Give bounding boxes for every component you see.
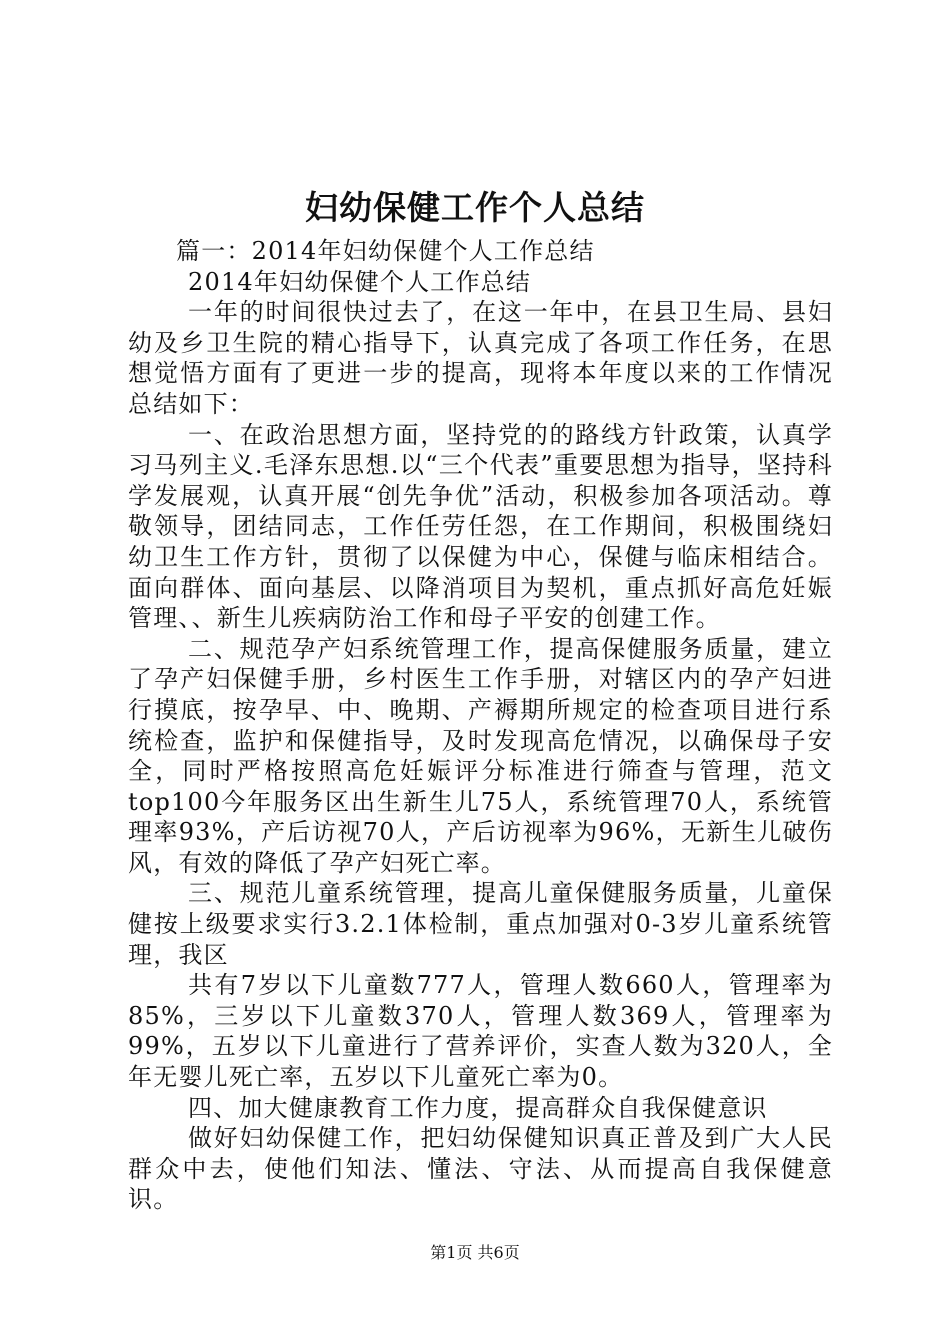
paragraph-health-education-heading: 四、加大健康教育工作力度，提高群众自我保健意识: [188, 1093, 768, 1122]
paragraph-political: 一、在政治思想方面，坚持党的的路线方针政策，认真学习马列主义.毛泽东思想.以“三个代表”重要思想为指导，坚持科学发展观，认真开展“创先争优”活动，积极参加各项活动。尊敬领导，团结同志，工作任劳任怨，在工作期间，积极围绕妇幼卫生工作方针，贯彻了以保健为中心，保健与临床相结合。面向群体、面向基层、以降消项目为契机，重点抓好高危妊娠管理、、新生儿疾病防治工作和母子平安的创建工作。: [128, 420, 833, 633]
page-number: 第1页 共6页: [430, 1243, 520, 1262]
paragraph-maternal: 二、规范孕产妇系统管理工作，提高保健服务质量，建立了孕产妇保健手册，乡村医生工作手册，对辖区内的孕产妇进行摸底，按孕早、中、晚期、产褥期所规定的检查项目进行系统检查，监护和保健指导，及时发现高危情况，以确保母子安全，同时严格按照高危妊娠评分标准进行筛查与管理，范文top100今年服务区出生新生儿75人，系统管理70人，系统管理率93%，产后访视70人，产后访视率为96%，无新生儿破伤风，有效的降低了孕产妇死亡率。: [128, 634, 833, 877]
paragraph-intro: 一年的时间很快过去了，在这一年中，在县卫生局、县妇幼及乡卫生院的精心指导下，认真完成了各项工作任务，在思想觉悟方面有了更进一步的提高，现将本年度以来的工作情况总结如下：: [128, 298, 833, 418]
document-body: [128, 236, 833, 1215]
document-title: 妇幼保健工作个人总结: [305, 188, 645, 227]
paragraph-child: 三、规范儿童系统管理，提高儿童保健服务质量，儿童保健按上级要求实行3.2.1体检制，重点加强对0-3岁儿童系统管理，我区: [128, 879, 833, 969]
section-heading: 篇一：2014年妇幼保健个人工作总结: [176, 237, 595, 265]
subtitle-line: 2014年妇幼保健个人工作总结: [188, 267, 532, 296]
paragraph-health-education: 做好妇幼保健工作，把妇幼保健知识真正普及到广大人民群众中去，使他们知法、懂法、守法、从而提高自我保健意识。: [128, 1124, 833, 1214]
paragraph-child-stats: 共有7岁以下儿童数777人，管理人数660人，管理率为85%，三岁以下儿童数370人，管理人数369人，管理率为99%，五岁以下儿童进行了营养评价，实查人数为320人，全年无婴儿死亡率，五岁以下儿童死亡率为0。: [128, 971, 833, 1092]
